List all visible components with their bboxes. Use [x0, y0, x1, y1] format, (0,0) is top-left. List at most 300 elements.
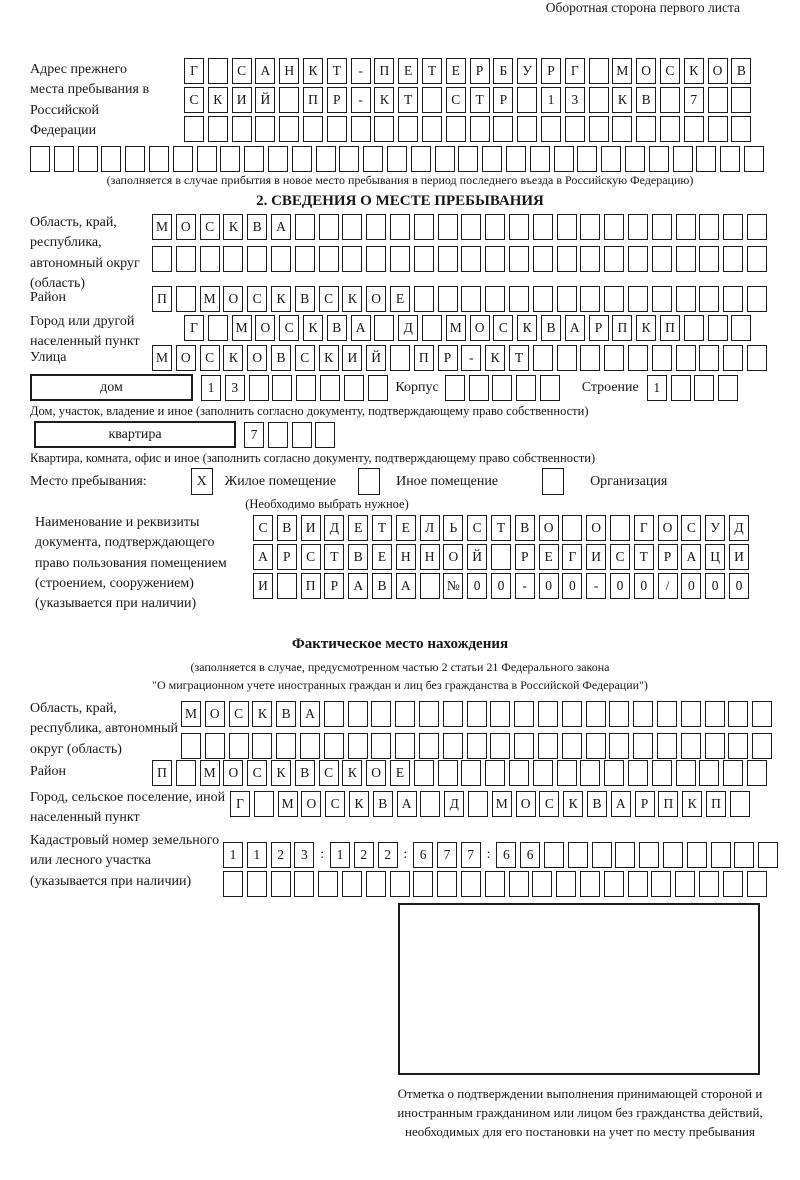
char-cell	[628, 286, 648, 312]
char-cell	[747, 871, 767, 897]
char-cell	[580, 214, 600, 240]
char-cell	[580, 345, 600, 371]
char-cell	[557, 760, 577, 786]
section2-title: 2. СВЕДЕНИЯ О МЕСТЕ ПРЕБЫВАНИЯ	[256, 193, 544, 209]
char-cell: Е	[390, 286, 410, 312]
char-cell	[492, 375, 512, 401]
char-cell	[557, 345, 577, 371]
char-cell	[232, 116, 252, 142]
char-cell: С	[279, 315, 299, 341]
char-cell: Г	[184, 315, 204, 341]
char-cell	[747, 760, 767, 786]
char-cell: П	[706, 791, 726, 817]
char-cell: К	[303, 58, 323, 84]
char-cell	[485, 246, 505, 272]
char-cell	[342, 246, 362, 272]
char-cell	[720, 146, 740, 172]
char-cell: В	[372, 573, 392, 599]
char-cell	[78, 146, 98, 172]
char-cell	[446, 116, 466, 142]
document-label: Наименование и реквизиты документа, подтверждающего право пользования помещением (строением, сооружением) (указывается при наличии)	[35, 515, 227, 612]
char-cell: Р	[327, 87, 347, 113]
cadastral-row-1	[223, 842, 782, 868]
char-cell: Г	[565, 58, 585, 84]
char-cell	[414, 214, 434, 240]
char-cell: Д	[729, 515, 749, 541]
char-cell	[509, 286, 529, 312]
char-cell: В	[271, 345, 291, 371]
district-cells	[152, 286, 771, 312]
char-cell: 0	[610, 573, 630, 599]
char-cell: К	[349, 791, 369, 817]
char-cell	[557, 214, 577, 240]
char-cell	[422, 315, 442, 341]
char-cell	[752, 733, 772, 759]
char-cell	[604, 214, 624, 240]
char-cell: О	[223, 760, 243, 786]
char-cell	[544, 842, 564, 868]
char-cell	[419, 733, 439, 759]
char-cell: Е	[396, 515, 416, 541]
char-cell	[589, 58, 609, 84]
char-cell: Е	[446, 58, 466, 84]
street-label: Улица	[30, 350, 67, 365]
char-cell	[565, 116, 585, 142]
document-grid	[253, 515, 753, 602]
char-cell	[445, 375, 465, 401]
char-cell: Р	[438, 345, 458, 371]
char-cell	[728, 733, 748, 759]
char-cell	[577, 146, 597, 172]
char-cell: Т	[422, 58, 442, 84]
char-cell	[296, 375, 316, 401]
char-cell: О	[176, 345, 196, 371]
stay-type-row	[30, 468, 667, 495]
char-cell	[390, 871, 410, 897]
char-cell: О	[223, 286, 243, 312]
char-cell	[636, 116, 656, 142]
char-cell	[533, 246, 553, 272]
char-cell: И	[253, 573, 273, 599]
char-cell	[268, 146, 288, 172]
document-row-1	[253, 515, 753, 541]
char-cell	[324, 701, 344, 727]
char-cell	[319, 214, 339, 240]
char-cell	[303, 116, 323, 142]
char-cell	[639, 842, 659, 868]
char-cell: Р	[493, 87, 513, 113]
char-cell	[540, 375, 560, 401]
region-grid	[152, 214, 771, 278]
char-cell: М	[278, 791, 298, 817]
char-cell	[708, 116, 728, 142]
char-cell: О	[301, 791, 321, 817]
char-cell	[485, 760, 505, 786]
char-cell	[152, 246, 172, 272]
char-cell	[413, 871, 433, 897]
char-cell	[604, 286, 624, 312]
char-cell: У	[517, 58, 537, 84]
char-cell: Г	[634, 515, 654, 541]
char-cell: 3	[294, 842, 314, 868]
char-cell: Е	[390, 760, 410, 786]
char-cell: Н	[396, 544, 416, 570]
char-cell: №	[443, 573, 463, 599]
street-cells	[152, 345, 771, 371]
char-cell: -	[351, 87, 371, 113]
char-cell: С	[681, 515, 701, 541]
char-cell	[485, 286, 505, 312]
char-cell: Т	[634, 544, 654, 570]
char-cell: И	[586, 544, 606, 570]
char-cell	[557, 246, 577, 272]
char-cell	[467, 733, 487, 759]
char-cell	[485, 871, 505, 897]
stay-option-residential-checkbox: X	[191, 468, 213, 495]
prev-address-row-3	[184, 116, 755, 142]
char-cell	[300, 733, 320, 759]
char-cell	[609, 733, 629, 759]
char-cell: Р	[324, 573, 344, 599]
char-cell: О	[205, 701, 225, 727]
char-cell	[101, 146, 121, 172]
char-cell	[657, 701, 677, 727]
char-cell	[568, 842, 588, 868]
char-cell	[514, 701, 534, 727]
char-cell	[223, 871, 243, 897]
char-cell: В	[731, 58, 751, 84]
char-cell: 0	[562, 573, 582, 599]
char-cell	[342, 871, 362, 897]
char-cell	[229, 733, 249, 759]
char-cell: К	[517, 315, 537, 341]
char-cell: Б	[493, 58, 513, 84]
char-cell	[699, 214, 719, 240]
char-cell	[470, 116, 490, 142]
char-cell	[681, 701, 701, 727]
char-cell: Г	[184, 58, 204, 84]
char-cell: Р	[658, 544, 678, 570]
char-cell: С	[253, 515, 273, 541]
char-cell	[366, 246, 386, 272]
char-cell: Р	[541, 58, 561, 84]
stay-option-organization-checkbox	[542, 468, 564, 495]
actual-location-title: Фактическое место нахождения	[291, 636, 509, 652]
char-cell	[395, 701, 415, 727]
char-cell	[149, 146, 169, 172]
char-cell	[295, 246, 315, 272]
char-cell: А	[611, 791, 631, 817]
char-cell	[374, 116, 394, 142]
char-cell	[723, 871, 743, 897]
char-cell: А	[681, 544, 701, 570]
char-cell	[292, 422, 312, 448]
char-cell: П	[303, 87, 323, 113]
char-cell: В	[295, 760, 315, 786]
char-cell	[491, 544, 511, 570]
house-box-label: дом	[30, 374, 193, 401]
char-cell	[368, 375, 388, 401]
char-cell: И	[729, 544, 749, 570]
char-cell: /	[658, 573, 678, 599]
city-label: Город или другой населенный пункт	[30, 314, 140, 350]
prev-address-note: (заполняется в случае прибытия в новое место пребывания в период последнего въезда в Российскую Федерацию)	[106, 173, 694, 187]
char-cell	[699, 345, 719, 371]
actual-location-note-2: "О миграционном учете иностранных граждан и лиц без гражданства в Российской Федерации")	[152, 678, 648, 692]
char-cell: 1	[201, 375, 221, 401]
char-cell: К	[612, 87, 632, 113]
char-cell	[414, 286, 434, 312]
char-cell	[366, 871, 386, 897]
char-cell: К	[684, 58, 704, 84]
char-cell	[398, 116, 418, 142]
char-cell: О	[636, 58, 656, 84]
char-cell: В	[247, 214, 267, 240]
char-cell	[292, 146, 312, 172]
char-cell: О	[539, 515, 559, 541]
char-cell: О	[586, 515, 606, 541]
char-cell: К	[223, 345, 243, 371]
char-cell	[279, 87, 299, 113]
char-cell	[723, 214, 743, 240]
char-cell	[414, 246, 434, 272]
char-cell: Г	[562, 544, 582, 570]
char-cell	[533, 214, 553, 240]
char-cell: К	[319, 345, 339, 371]
char-cell	[516, 375, 536, 401]
char-cell: 0	[634, 573, 654, 599]
prev-address-row-1	[184, 58, 755, 84]
char-cell	[747, 286, 767, 312]
stay-option-other-label: Иное помещение	[396, 474, 499, 489]
char-cell	[610, 515, 630, 541]
char-cell: О	[708, 58, 728, 84]
prev-address-extra-row	[30, 146, 768, 172]
char-cell	[184, 116, 204, 142]
char-cell: 3	[565, 87, 585, 113]
char-cell	[205, 733, 225, 759]
char-cell: С	[493, 315, 513, 341]
char-cell	[734, 842, 754, 868]
stay-option-other-checkbox	[358, 468, 380, 495]
char-cell: 1	[647, 375, 667, 401]
char-cell	[633, 733, 653, 759]
char-cell	[723, 760, 743, 786]
char-cell	[506, 146, 526, 172]
char-cell	[371, 733, 391, 759]
char-cell	[467, 701, 487, 727]
char-cell	[348, 733, 368, 759]
char-cell: В	[541, 315, 561, 341]
char-cell: Д	[398, 315, 418, 341]
char-cell: Е	[398, 58, 418, 84]
char-cell	[458, 146, 478, 172]
char-cell	[586, 733, 606, 759]
char-cell: А	[300, 701, 320, 727]
char-cell	[176, 760, 196, 786]
char-cell: М	[612, 58, 632, 84]
char-cell: О	[658, 515, 678, 541]
char-cell: -	[351, 58, 371, 84]
char-cell	[176, 246, 196, 272]
char-cell	[387, 146, 407, 172]
char-cell	[438, 214, 458, 240]
fact-city-label: Город, сельское поселение, иной населенный пункт	[30, 790, 226, 826]
char-cell	[390, 246, 410, 272]
char-cell	[468, 791, 488, 817]
char-cell	[589, 116, 609, 142]
char-cell: 7	[461, 842, 481, 868]
char-cell	[197, 146, 217, 172]
char-cell	[676, 246, 696, 272]
char-cell: Т	[509, 345, 529, 371]
char-cell	[530, 146, 550, 172]
char-cell: М	[492, 791, 512, 817]
char-cell: А	[348, 573, 368, 599]
stroenie-cells	[647, 375, 742, 401]
char-cell	[319, 246, 339, 272]
char-cell	[652, 760, 672, 786]
char-cell	[461, 214, 481, 240]
char-cell	[747, 246, 767, 272]
stay-type-label: Место пребывания:	[30, 474, 147, 489]
char-cell	[705, 701, 725, 727]
char-cell: О	[255, 315, 275, 341]
char-cell: В	[587, 791, 607, 817]
prev-address-row-2	[184, 87, 755, 113]
char-cell	[699, 246, 719, 272]
char-cell: 1	[247, 842, 267, 868]
char-cell	[295, 214, 315, 240]
region-label: Область, край, республика, автономный округ (область)	[30, 215, 140, 291]
korpus-cells	[445, 375, 564, 401]
char-cell	[628, 214, 648, 240]
char-cell	[731, 116, 751, 142]
char-cell: М	[200, 286, 220, 312]
char-cell: М	[446, 315, 466, 341]
char-cell	[723, 286, 743, 312]
char-cell	[660, 87, 680, 113]
char-cell	[438, 246, 458, 272]
char-cell	[589, 87, 609, 113]
char-cell: И	[232, 87, 252, 113]
char-cell	[609, 701, 629, 727]
document-row-3	[253, 573, 753, 599]
char-cell	[461, 286, 481, 312]
char-cell	[422, 87, 442, 113]
char-cell: П	[660, 315, 680, 341]
char-cell	[509, 214, 529, 240]
char-cell: 0	[539, 573, 559, 599]
char-cell	[652, 286, 672, 312]
char-cell: О	[443, 544, 463, 570]
stroenie-label: Строение	[581, 380, 639, 395]
stay-option-residential-label: Жилое помещение	[224, 474, 337, 489]
char-cell	[327, 116, 347, 142]
char-cell: 0	[467, 573, 487, 599]
char-cell	[699, 760, 719, 786]
char-cell: 2	[354, 842, 374, 868]
char-cell	[485, 214, 505, 240]
apartment-number-cells	[244, 422, 339, 448]
char-cell	[411, 146, 431, 172]
char-cell	[580, 760, 600, 786]
char-cell	[324, 733, 344, 759]
char-cell	[718, 375, 738, 401]
char-cell: Т	[324, 544, 344, 570]
char-cell	[255, 116, 275, 142]
char-cell: К	[636, 315, 656, 341]
char-cell	[652, 246, 672, 272]
char-cell	[696, 146, 716, 172]
char-cell	[249, 375, 269, 401]
char-cell: 0	[705, 573, 725, 599]
char-cell	[420, 791, 440, 817]
char-cell	[652, 345, 672, 371]
char-cell	[443, 701, 463, 727]
char-cell: А	[351, 315, 371, 341]
char-cell: С	[660, 58, 680, 84]
char-cell	[747, 345, 767, 371]
char-cell	[517, 116, 537, 142]
stamp-box	[398, 903, 760, 1075]
char-cell	[461, 760, 481, 786]
char-cell: 2	[378, 842, 398, 868]
char-cell	[348, 701, 368, 727]
char-cell: С	[319, 760, 339, 786]
char-cell	[651, 871, 671, 897]
char-cell: К	[271, 760, 291, 786]
char-cell	[461, 871, 481, 897]
char-cell: С	[247, 760, 267, 786]
char-cell	[493, 116, 513, 142]
char-cell: С	[247, 286, 267, 312]
char-cell: С	[200, 214, 220, 240]
char-cell	[580, 286, 600, 312]
char-cell	[351, 116, 371, 142]
char-cell	[339, 146, 359, 172]
house-row	[30, 374, 742, 401]
char-cell	[294, 871, 314, 897]
house-number-cells	[201, 375, 391, 401]
char-cell	[366, 214, 386, 240]
char-cell	[316, 146, 336, 172]
char-cell	[533, 760, 553, 786]
char-cell: Р	[635, 791, 655, 817]
char-cell	[208, 116, 228, 142]
char-cell: Т	[398, 87, 418, 113]
char-cell: Й	[467, 544, 487, 570]
char-cell	[708, 87, 728, 113]
fact-region-row-2	[181, 733, 776, 759]
char-cell: 7	[684, 87, 704, 113]
char-cell	[533, 286, 553, 312]
cell-separator: :	[486, 847, 491, 862]
char-cell	[435, 146, 455, 172]
char-cell: Ц	[705, 544, 725, 570]
char-cell	[604, 760, 624, 786]
char-cell	[247, 246, 267, 272]
char-cell: 1	[541, 87, 561, 113]
char-cell: К	[208, 87, 228, 113]
char-cell: С	[295, 345, 315, 371]
char-cell	[125, 146, 145, 172]
char-cell: К	[563, 791, 583, 817]
district-label: Район	[30, 290, 66, 305]
char-cell: П	[658, 791, 678, 817]
char-cell	[220, 146, 240, 172]
char-cell: И	[342, 345, 362, 371]
